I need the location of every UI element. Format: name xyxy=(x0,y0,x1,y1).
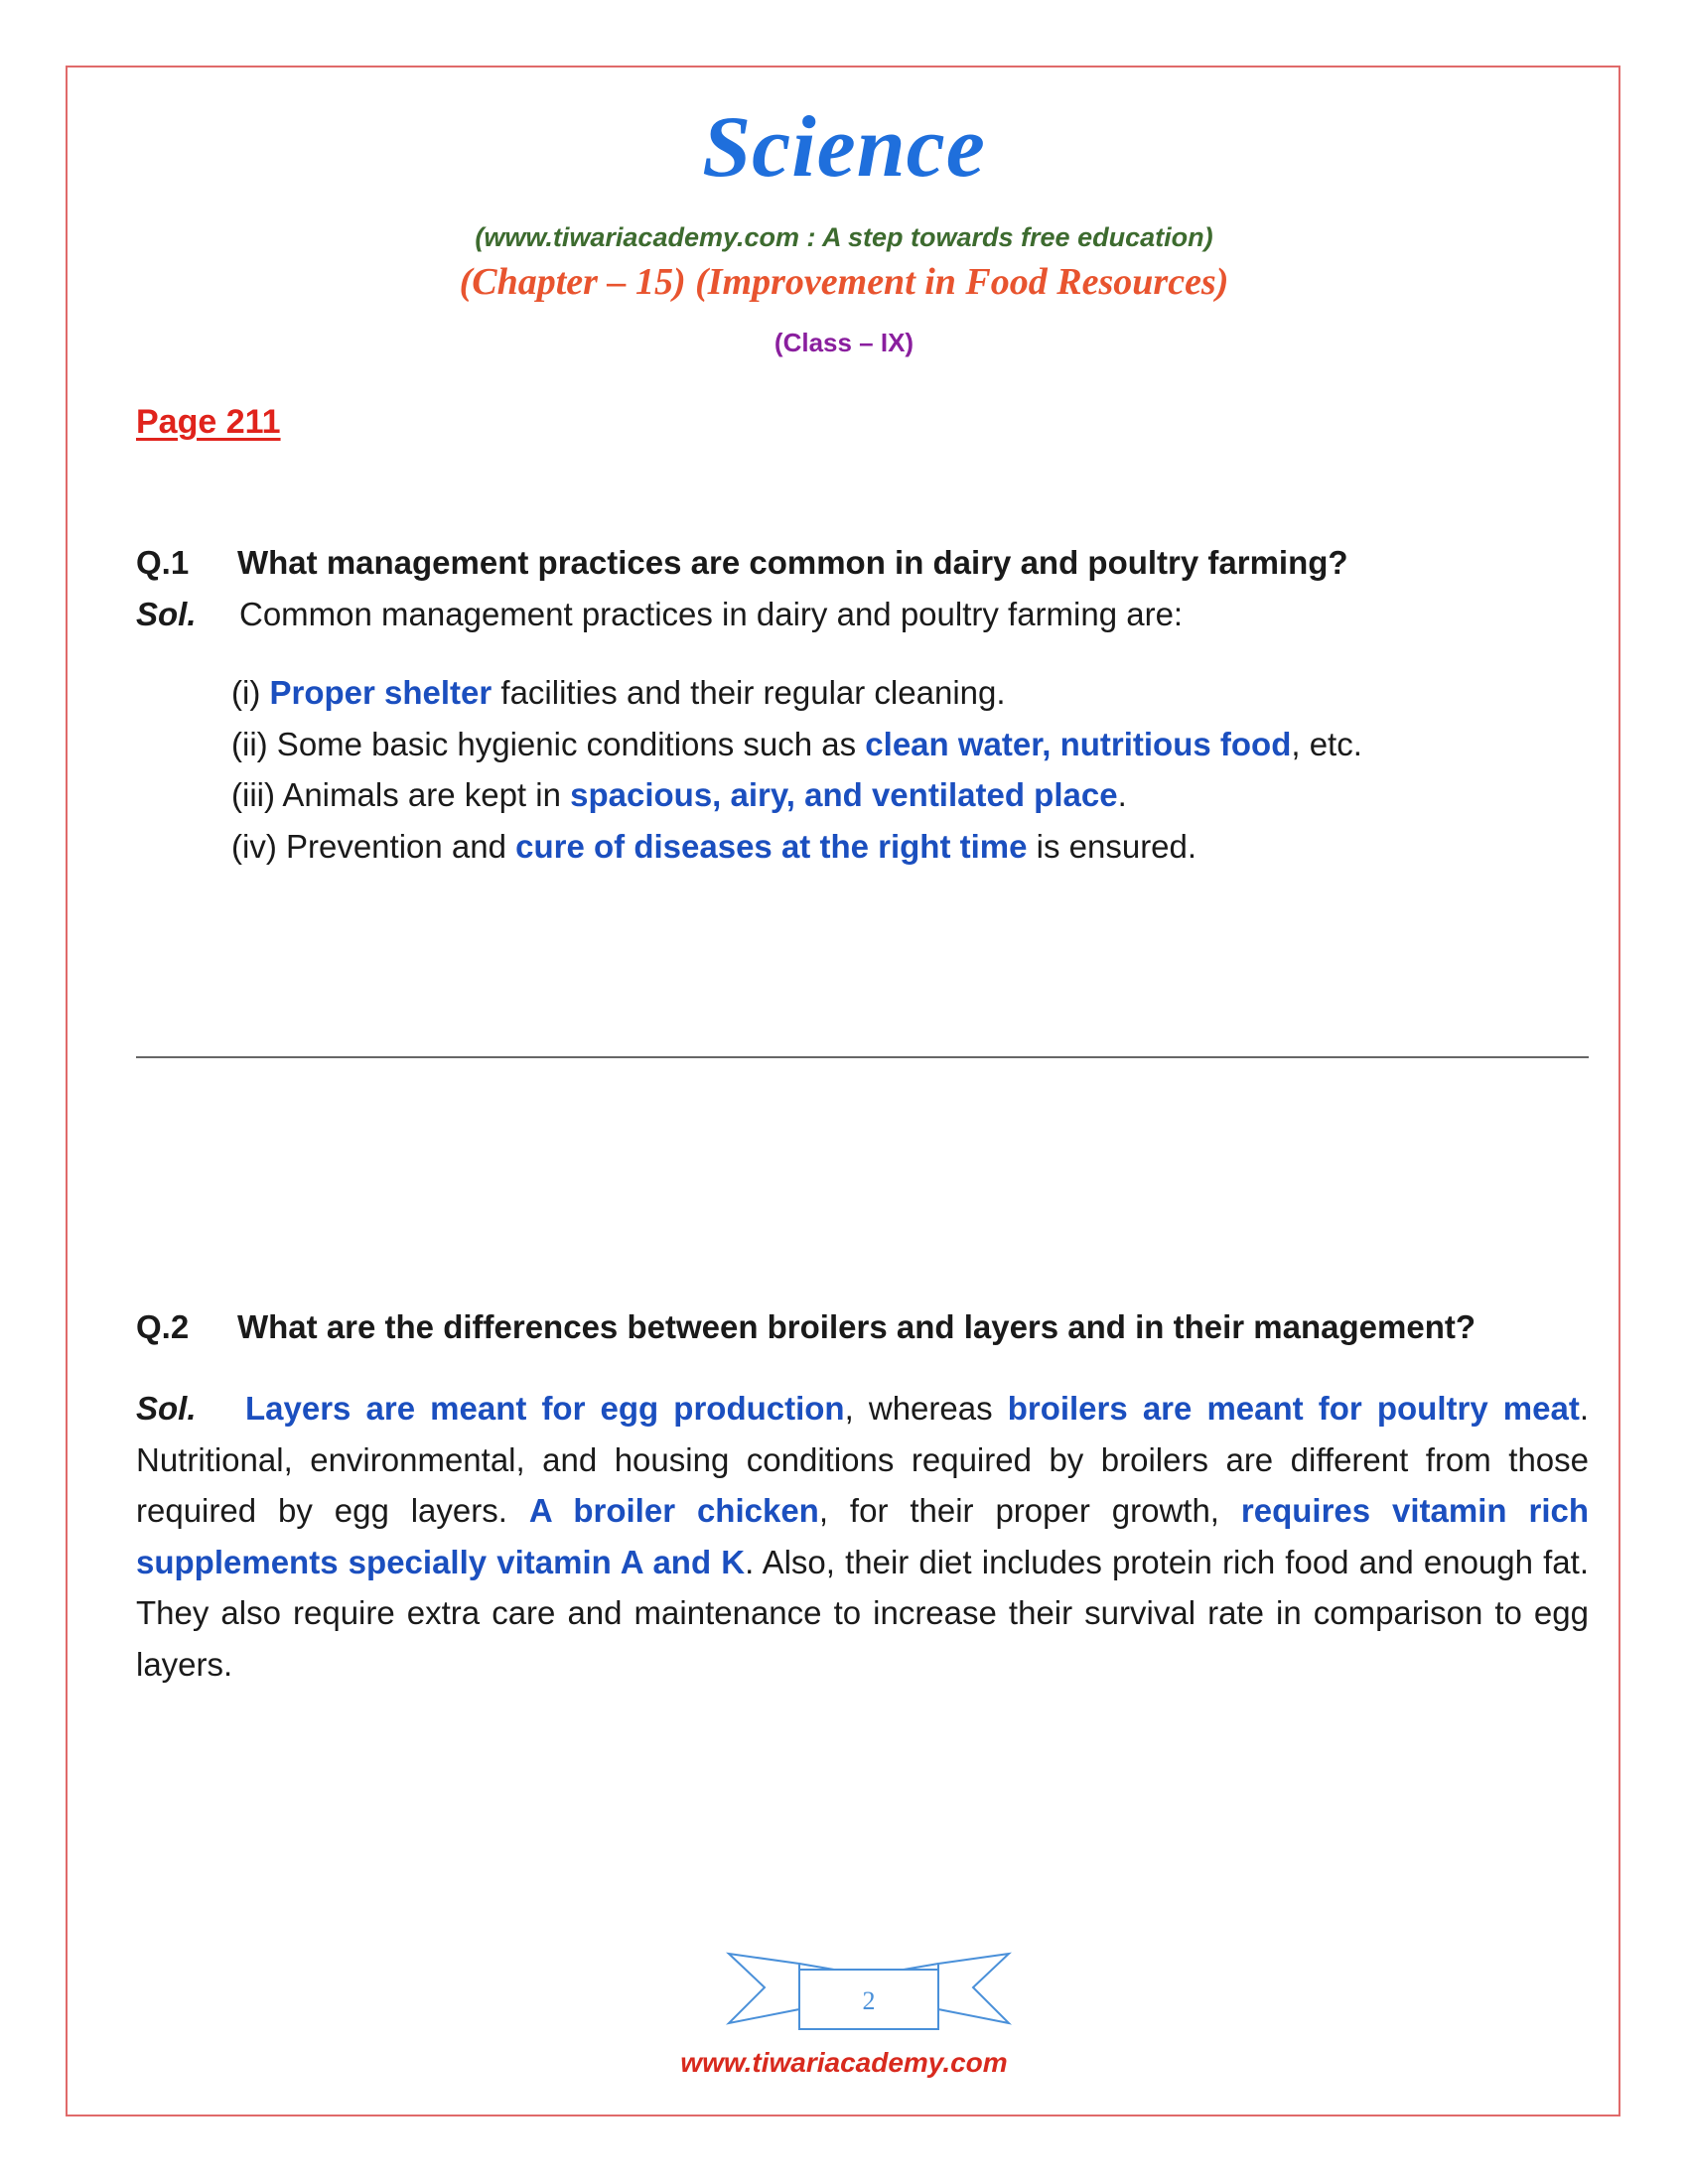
list-item: (iii) Animals are kept in spacious, airy, and ventilated place. xyxy=(231,776,1127,813)
page-reference-link[interactable]: Page 211 xyxy=(136,403,281,441)
management-practices-list xyxy=(231,667,1362,872)
list-item: (ii) Some basic hygienic conditions such as clean water, nutritious food, etc. xyxy=(231,725,1362,762)
question-1 xyxy=(136,544,1348,582)
site-subtitle: (www.tiwariacademy.com : A step towards free education) xyxy=(475,222,1213,252)
chapter-heading: (Chapter – 15) (Improvement in Food Resources) xyxy=(459,261,1229,303)
solution-label: Sol. xyxy=(136,596,197,632)
footer-website-link[interactable]: www.tiwariacademy.com xyxy=(680,2047,1008,2078)
solution-1-intro xyxy=(136,596,1183,633)
class-label: (Class – IX) xyxy=(774,328,914,357)
question-text: What management practices are common in dairy and poultry farming? xyxy=(237,544,1348,581)
question-number: Q.2 xyxy=(136,1308,190,1345)
solution-label: Sol. xyxy=(136,1390,197,1427)
page-number-ribbon xyxy=(725,1950,1013,2031)
section-divider xyxy=(136,1056,1589,1058)
page-number: 2 xyxy=(862,1986,876,2015)
list-item: (iv) Prevention and cure of diseases at the right time is ensured. xyxy=(231,827,1197,865)
list-item: (i) Proper shelter facilities and their regular cleaning. xyxy=(231,674,1006,711)
page-title: Science xyxy=(702,99,986,196)
question-text: What are the differences between broilers and layers and in their management? xyxy=(237,1308,1477,1345)
question-2 xyxy=(136,1308,1476,1346)
page-border xyxy=(66,66,1620,2116)
solution-2-paragraph: Sol. Layers are meant for egg production, whereas broilers are meant for poultry meat. Nutritional, environmental, and housing conditions required by broilers are different from those required by egg layers. A broiler chicken, for their proper growth, requires vitamin rich supplements specially vitamin A and K. Also, their diet includes protein rich food and enough fat. They also require extra care and maintenance to increase their survival rate in comparison to egg layers. xyxy=(136,1383,1589,1690)
question-number: Q.1 xyxy=(136,544,190,581)
solution-intro-text: Common management practices in dairy and poultry farming are: xyxy=(239,596,1184,632)
